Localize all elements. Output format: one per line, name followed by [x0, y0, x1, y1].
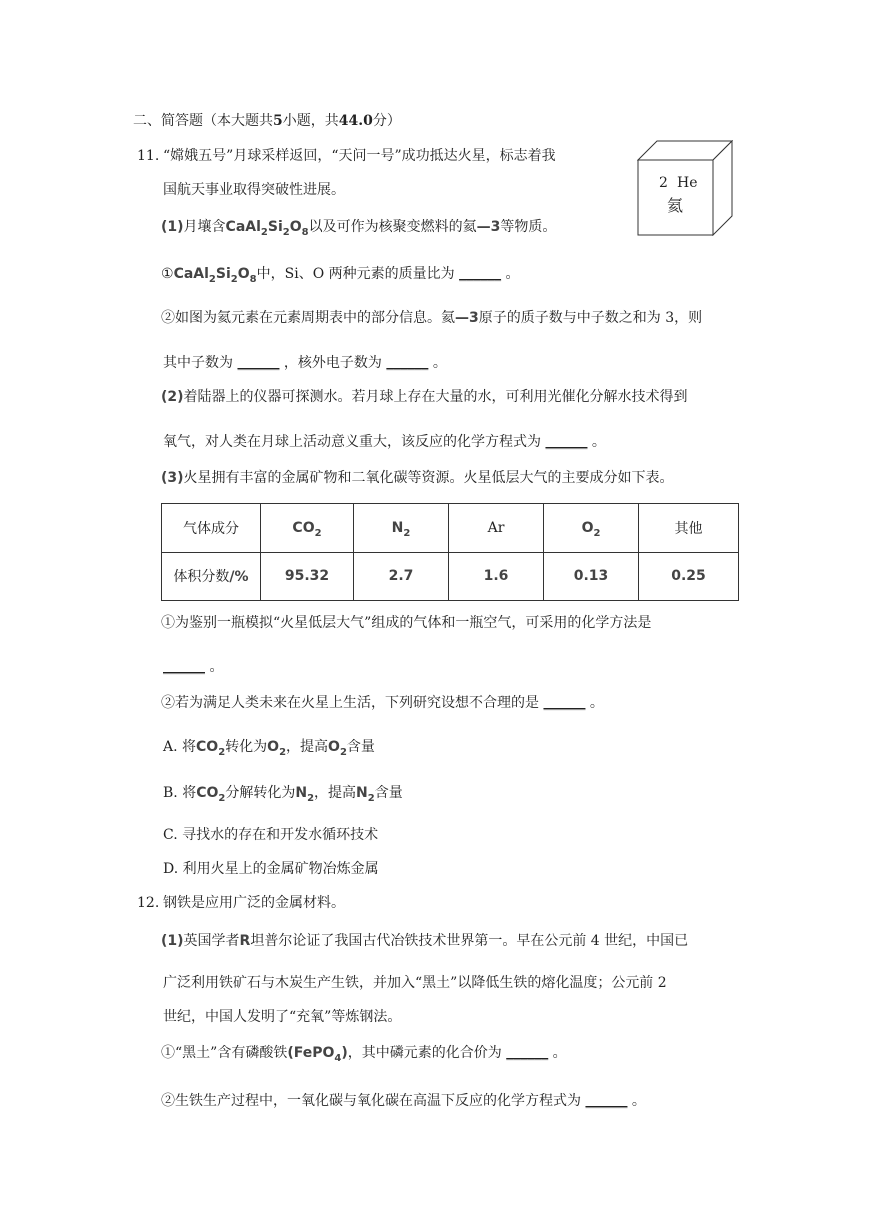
- answer-blank[interactable]: ______: [585, 1093, 628, 1109]
- table-cell-co2: 95.32: [261, 552, 354, 601]
- table-row-label: 体积分数/%: [162, 552, 261, 601]
- answer-blank[interactable]: ______: [543, 695, 586, 711]
- table-cell-other: 0.25: [639, 552, 739, 601]
- table-cell-n2: 2.7: [354, 552, 449, 601]
- table-header-o2: $O_2$: [544, 504, 639, 553]
- table-header-n2: $N_2$: [354, 504, 449, 553]
- cube-atomic-number: 2: [659, 175, 668, 191]
- mars-atmosphere-table: [161, 503, 739, 601]
- q11-part2-line1: (2)着陆器上的仪器可探测水。若月球上存在大量的水，可利用光催化分解水技术得到: [161, 389, 688, 405]
- answer-blank[interactable]: ______: [237, 355, 280, 371]
- table-header-ar: Ar: [449, 504, 544, 553]
- cube-element-name: 氦: [667, 196, 684, 215]
- q11-part3: (3)火星拥有丰富的金属矿物和二氧化碳等资源。火星低层大气的主要成分如下表。: [161, 470, 674, 486]
- cube-element-symbol: He: [677, 175, 698, 191]
- option-a[interactable]: A. 将$CO_2$转化为$O_2$，提高$O_2$含量: [163, 739, 375, 758]
- answer-blank[interactable]: ______: [386, 355, 429, 371]
- q12-sub1: ①“黑土”含有磷酸铁(FePO$_4$)，其中磷元素的化合价为 ______ 。: [161, 1045, 567, 1064]
- q11-part1: (1)月壤含$CaAl_2Si_2O_8$以及可作为核聚变燃料的氦—3等物质。: [161, 219, 557, 238]
- question-11-intro-line2: 国航天事业取得突破性进展。: [163, 182, 345, 198]
- q11-sub2-line2: 其中子数为 ______ ，核外电子数为 ______ 。: [163, 355, 447, 371]
- table-row: [162, 552, 739, 601]
- q11-sub1: $①CaAl_2Si_2O_8$中，Si、O 两种元素的质量比为 ______ 。: [161, 266, 520, 285]
- table-header-other: 其他: [639, 504, 739, 553]
- option-b[interactable]: B. 将$CO_2$分解转化为$N_2$，提高$N_2$含量: [163, 785, 403, 804]
- option-c[interactable]: C. 寻找水的存在和开发水循环技术: [163, 827, 379, 843]
- q12-part1-line1: (1)英国学者R坦普尔论证了我国古代冶铁技术世界第一。早在公元前 4 世纪，中国已: [161, 933, 689, 949]
- answer-blank[interactable]: ______: [506, 1045, 549, 1061]
- option-d[interactable]: D. 利用火星上的金属矿物冶炼金属: [163, 861, 379, 877]
- question-12-number: 12.: [137, 895, 160, 911]
- table-header-co2: $CO_2$: [261, 504, 354, 553]
- answer-blank[interactable]: ______: [459, 266, 502, 282]
- q11-sub2-line1: ②如图为氦元素在元素周期表中的部分信息。氦—3原子的质子数与中子数之和为 3，则: [161, 310, 703, 326]
- table-cell-o2: 0.13: [544, 552, 639, 601]
- table-header-label: 气体成分: [162, 504, 261, 553]
- question-11-number: 11.: [137, 148, 160, 164]
- section-heading: 二、简答题（本大题共5小题，共44.0分）: [133, 113, 401, 129]
- question-11-intro-line1: “嫦娥五号”月球采样返回，“天问一号”成功抵达火星，标志着我: [163, 148, 556, 164]
- q11-part2-line2: 氧气，对人类在月球上活动意义重大，该反应的化学方程式为 ______ 。: [163, 434, 606, 450]
- q11-sub3-line1: ①为鉴别一瓶模拟“火星低层大气”组成的气体和一瓶空气，可采用的化学方法是: [161, 615, 652, 631]
- answer-blank[interactable]: ______: [163, 659, 205, 675]
- table-cell-ar: 1.6: [449, 552, 544, 601]
- q11-sub3-line2: ______ 。: [163, 659, 224, 675]
- q12-sub2: ②生铁生产过程中，一氧化碳与氧化碳在高温下反应的化学方程式为 ______ 。: [161, 1093, 646, 1109]
- table-row: [162, 504, 739, 553]
- question-12-intro: 钢铁是应用广泛的金属材料。: [163, 895, 345, 911]
- q12-part1-line3: 世纪，中国人发明了“充氧”等炼钢法。: [163, 1009, 402, 1025]
- answer-blank[interactable]: ______: [545, 434, 588, 450]
- q12-part1-line2: 广泛利用铁矿石与木炭生产生铁，并加入“黑土”以降低生铁的熔化温度；公元前 2: [163, 975, 667, 991]
- q11-sub4: ②若为满足人类未来在火星上生活，下列研究设想不合理的是 ______ 。: [161, 695, 604, 711]
